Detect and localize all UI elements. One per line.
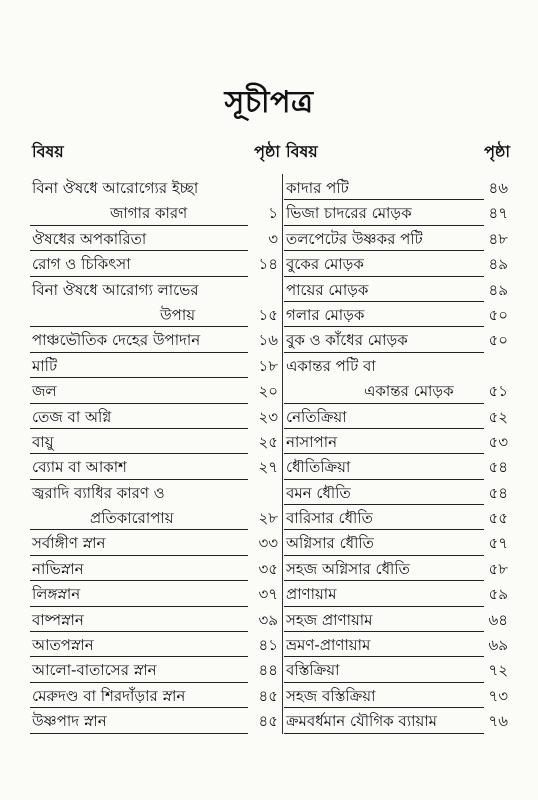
toc-entry [284, 658, 510, 683]
toc-entry-title: নেতিক্রিয়া [286, 407, 347, 426]
toc-entry [30, 557, 280, 582]
entry-underline [30, 352, 248, 353]
topic-header: বিষয় [32, 142, 64, 161]
entry-underline [30, 733, 248, 734]
entry-underline [30, 682, 248, 683]
topic-header: বিষয় [286, 142, 318, 161]
toc-entry-page: ৫২ [488, 407, 508, 426]
entry-underline [30, 631, 248, 632]
toc-entry-page: ৫৮ [488, 559, 508, 578]
toc-entry [284, 227, 510, 252]
entry-underline [284, 707, 484, 708]
toc-column-right [284, 140, 510, 735]
entry-underline [284, 453, 484, 454]
toc-entry [30, 481, 280, 506]
toc-entry [284, 633, 510, 658]
toc-entry-title: বমন ধৌতি [286, 483, 351, 502]
toc-entry-title: মাটি [32, 356, 58, 375]
entry-underline [284, 326, 484, 327]
toc-entry-title: বাষ্পস্নান [32, 610, 84, 629]
toc-entry-title: ভিজা চাদরের মোড়ক [286, 204, 412, 223]
toc-entry-page: ২৮ [258, 509, 278, 528]
entry-underline [284, 276, 484, 277]
toc-entry-title: সর্বাঙ্গীণ স্নান [32, 534, 106, 553]
toc-entry [30, 405, 280, 430]
toc-entry-page: ৪৫ [258, 686, 278, 705]
toc-entry-page: ১৪ [258, 255, 278, 274]
toc-entry [284, 608, 510, 633]
toc-entry [284, 379, 510, 404]
toc-entry-page: ৩৯ [258, 610, 278, 629]
entry-underline [284, 606, 484, 607]
toc-entry-page: ৪৬ [488, 179, 508, 197]
page-header: পৃষ্ঠা [254, 142, 280, 161]
toc-entry-title: বুক ও কাঁধের মোড়ক [286, 331, 408, 350]
toc-entry-title: পায়ের মোড়ক [286, 280, 369, 299]
toc-entry-title: পাঞ্চভৌতিক দেহের উপাদান [32, 331, 201, 350]
toc-entry [284, 557, 510, 582]
toc-entry-page: ৫৩ [488, 432, 508, 451]
toc-entry [284, 531, 510, 556]
toc-entry [284, 252, 510, 277]
toc-entry-title: ক্রমবর্ধমান যৌগিক ব্যায়াম [286, 712, 437, 731]
toc-entry [30, 506, 280, 531]
toc-entry-title: লিঙ্গস্নান [32, 585, 81, 604]
page-title: সূচীপত্র [224, 85, 314, 120]
toc-entry [30, 328, 280, 353]
toc-entry-page: ২৩ [258, 407, 278, 426]
toc-entry-title: রোগ ও চিকিৎসা [32, 255, 131, 274]
toc-entry-title: ঔষধের অপকারিতা [32, 229, 147, 248]
entry-underline [30, 656, 248, 657]
toc-entry [30, 633, 280, 658]
entry-underline [284, 682, 484, 683]
toc-entry [30, 354, 280, 379]
toc-entry [30, 684, 280, 709]
toc-entry-title: ভ্রমণ-প্রাণায়াম [286, 636, 371, 655]
toc-entry [30, 531, 280, 556]
toc-entry [284, 354, 510, 379]
toc-entry-title: মেরুদণ্ড বা শিরদাঁড়ার স্নান [32, 686, 186, 705]
toc-entry-title: ধৌতিক্রিয়া [286, 458, 351, 477]
toc-entry [30, 252, 280, 277]
toc-entry-page: ২০ [258, 382, 278, 401]
entry-underline [30, 707, 248, 708]
toc-entry-title: নাভিস্নান [32, 559, 84, 578]
toc-entry [30, 176, 280, 201]
toc-entry-page: ৭৩ [488, 686, 508, 705]
entry-underline [284, 479, 484, 480]
entry-underline [284, 555, 484, 556]
toc-entry-title: বারিসার ধৌতি [286, 509, 373, 528]
column-header [284, 140, 510, 164]
column-divider [282, 174, 283, 734]
toc-entry-page: ৭৬ [488, 712, 508, 731]
entry-underline [284, 301, 484, 302]
toc-entry-title: গলার মোড়ক [286, 305, 365, 324]
toc-entry [30, 658, 280, 683]
toc-entry-title: জাগার কারণ [110, 204, 188, 223]
toc-entry-page: ৫৪ [488, 458, 508, 477]
entry-underline [30, 428, 248, 429]
column-header [30, 140, 280, 164]
toc-entry [284, 405, 510, 430]
toc-entry-title: সহজ বস্তিক্রিয়া [286, 686, 376, 705]
toc-entry [284, 176, 510, 201]
toc-entry-title: প্রাণায়াম [286, 585, 337, 604]
toc-entry [284, 278, 510, 303]
entry-underline [30, 250, 248, 251]
toc-entry-page: ৪৫ [258, 712, 278, 731]
entry-underline [30, 326, 248, 327]
entry-underline [284, 580, 484, 581]
entry-underline [284, 199, 484, 200]
toc-entry [284, 201, 510, 226]
toc-entry [284, 430, 510, 455]
toc-entry [30, 303, 280, 328]
toc-entry-title: আতপস্নান [32, 636, 94, 655]
entry-underline [284, 428, 484, 429]
toc-entry-page: ৫৪ [488, 483, 508, 502]
toc-entry [284, 582, 510, 607]
entry-underline [284, 352, 484, 353]
toc-entry [284, 709, 510, 734]
entry-underline [30, 529, 248, 530]
toc-entry-title: একান্তর পটি বা [286, 356, 376, 375]
toc-entry-page: ২৭ [258, 458, 278, 477]
toc-entry [30, 582, 280, 607]
toc-entry-page: ৩৫ [258, 559, 278, 578]
toc-entry-page: ৬৪ [488, 610, 508, 629]
entry-underline [284, 733, 484, 734]
toc-entry-page: ৫৭ [488, 534, 508, 553]
toc-entry-title: বিনা ঔষধে আরোগ্য লাভের [32, 280, 199, 299]
entry-underline [30, 377, 248, 378]
toc-entry [30, 379, 280, 404]
entry-underline [284, 529, 484, 530]
entry-underline [284, 504, 484, 505]
toc-entry-page: ৩৭ [258, 585, 278, 604]
toc-entry-page: ৫৯ [488, 585, 508, 604]
entry-underline [284, 403, 484, 404]
toc-entry-title: উষ্ণপাদ স্নান [32, 712, 107, 731]
toc-entry-page: ১৬ [258, 331, 278, 350]
toc-entry-page: ৪৮ [488, 229, 508, 248]
toc-entry-page: ৩৩ [258, 534, 278, 553]
toc-entry [30, 608, 280, 633]
toc-entry-title: একান্তর মোড়ক [364, 382, 454, 401]
toc-entry [284, 303, 510, 328]
toc-entry-page: ৪৪ [258, 661, 278, 680]
entry-underline [30, 453, 248, 454]
toc-entry-page: ১ [268, 204, 278, 223]
entry-underline [284, 225, 484, 226]
toc-entry-title: জল [32, 382, 57, 401]
toc-entry-title: বস্তিক্রিয়া [286, 661, 340, 680]
toc-entry [30, 455, 280, 480]
toc-entry [284, 506, 510, 531]
toc-entry-title: নাসাপান [286, 432, 338, 451]
toc-entry-page: ৪১ [258, 636, 278, 655]
toc-entry [30, 278, 280, 303]
toc-entry [30, 201, 280, 226]
toc-entry-page: ৭২ [488, 661, 508, 680]
toc-entry-page: ১৫ [258, 305, 278, 324]
toc-entry-title: অগ্নিসার ধৌতি [286, 534, 374, 553]
toc-entry-page: ৫১ [488, 382, 508, 401]
entry-underline [284, 656, 484, 657]
toc-entry-title: ব্যোম বা আকাশ [32, 458, 127, 477]
toc-entry-title: তেজ বা অগ্নি [32, 407, 112, 426]
toc-entry-title: বুকের মোড়ক [286, 255, 364, 274]
page-header: পৃষ্ঠা [484, 142, 510, 161]
entry-underline [30, 606, 248, 607]
toc-list-right [284, 176, 510, 735]
toc-entry [30, 430, 280, 455]
entry-underline [30, 225, 248, 226]
toc-entry-title: সহজ অগ্নিসার ধৌতি [286, 559, 410, 578]
toc-entry [284, 684, 510, 709]
toc-entry-title: আলো-বাতাসের স্নান [32, 661, 157, 680]
toc-entry-title: সহজ প্রাণায়াম [286, 610, 373, 629]
toc-entry-page: ৫০ [488, 331, 508, 350]
toc-column-left [30, 140, 280, 735]
toc-entry [30, 709, 280, 734]
toc-entry-page: ৫০ [488, 305, 508, 324]
toc-entry-title: প্রতিকারোপায় [90, 509, 174, 528]
toc-entry-page: ৪৭ [488, 204, 508, 223]
toc-entry [30, 227, 280, 252]
toc-entry-page: ৪৯ [488, 255, 508, 274]
toc-entry-title: বিনা ঔষধে আরোগ্যের ইচ্ছা [32, 179, 199, 197]
toc-entry-page: ৩ [268, 229, 278, 248]
entry-underline [30, 403, 248, 404]
toc-entry-page: ৫৫ [488, 509, 508, 528]
toc-entry-page: ৪৯ [488, 280, 508, 299]
toc-entry-title: তলপেটের উষ্ণকর পটি [286, 229, 423, 248]
toc-entry [284, 481, 510, 506]
entry-underline [30, 479, 248, 480]
entry-underline [284, 250, 484, 251]
toc-entry-page: ১৮ [258, 356, 278, 375]
toc-entry-title: কাদার পটি [286, 179, 349, 197]
toc-entry-page: ২৫ [258, 432, 278, 451]
entry-underline [30, 276, 248, 277]
toc-entry-title: বায়ু [32, 432, 54, 451]
toc-entry [284, 455, 510, 480]
toc-entry-page: ৬৯ [488, 636, 508, 655]
entry-underline [30, 555, 248, 556]
entry-underline [284, 631, 484, 632]
toc-list-left [30, 176, 280, 735]
toc-entry-title: জ্বরাদি ব্যাধির কারণ ও [32, 483, 165, 502]
toc-entry [284, 328, 510, 353]
entry-underline [30, 580, 248, 581]
toc-entry-title: উপায় [160, 305, 196, 324]
